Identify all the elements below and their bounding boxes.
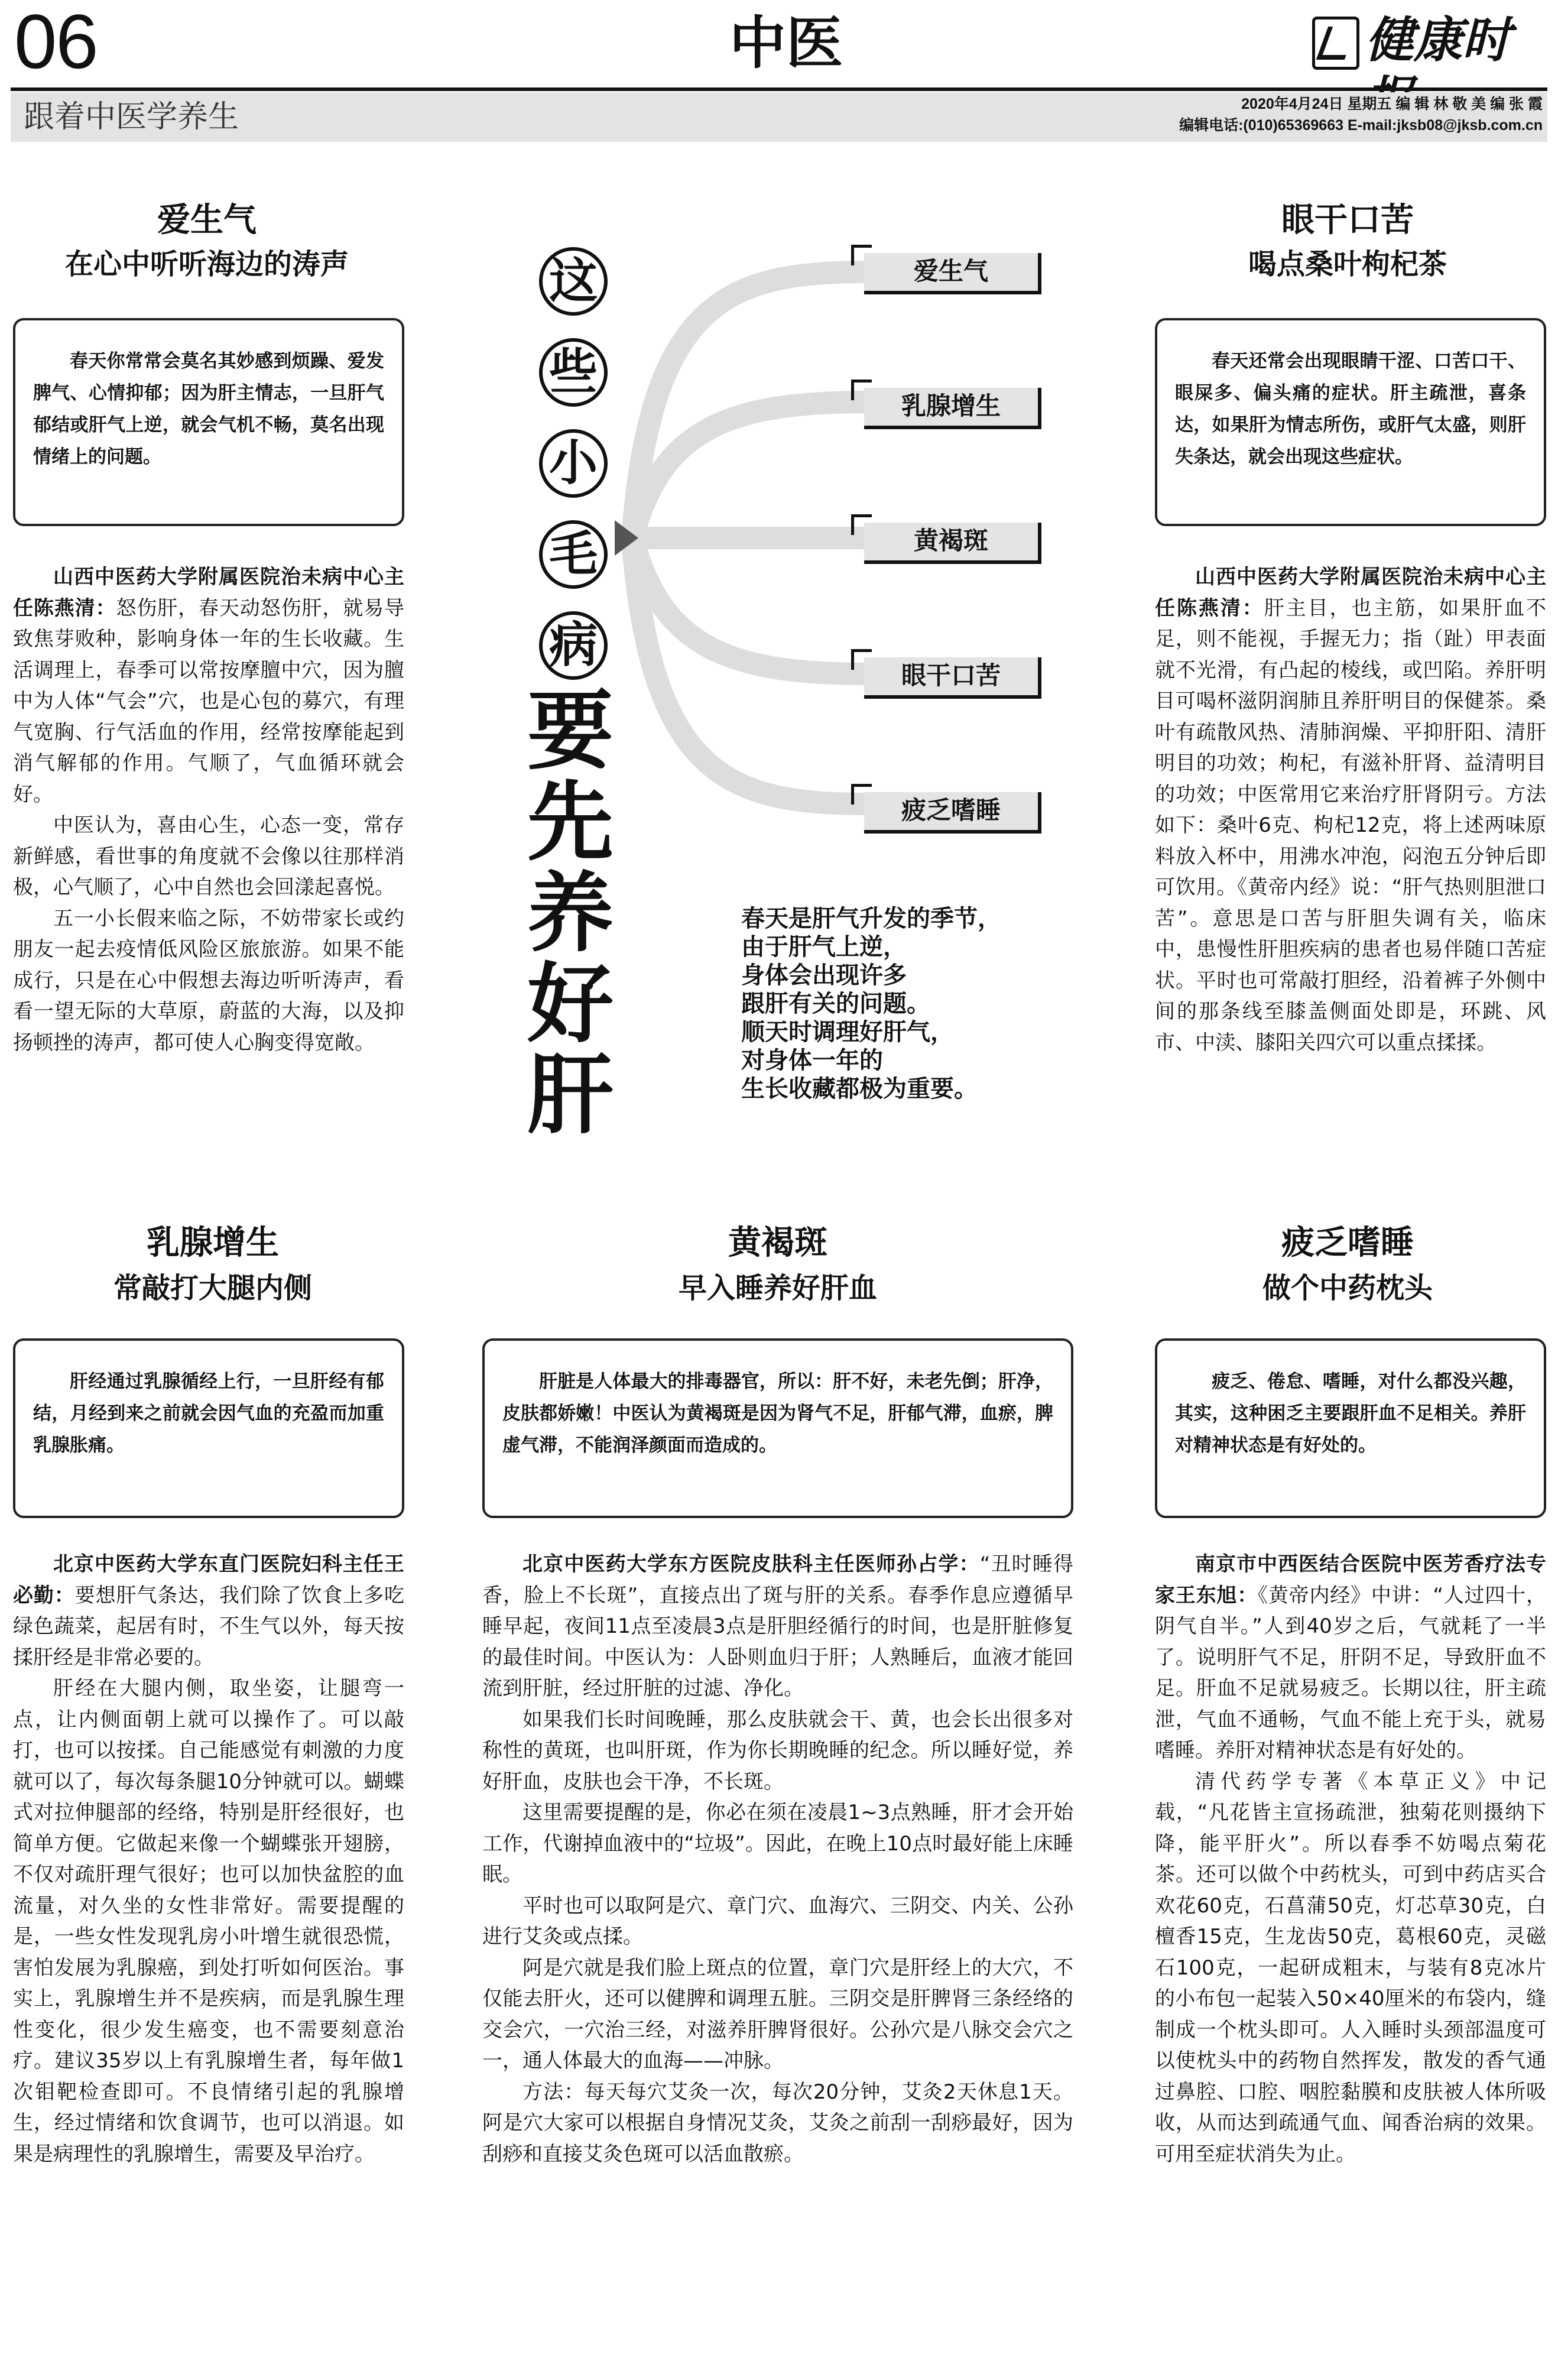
article-lead: 疲乏、倦怠、嗜睡，对什么都没兴趣，其实，这种困乏主要跟肝血不足相关。养肝对精神状态是有好处的。: [1155, 1338, 1546, 1518]
topic-tab: 疲乏嗜睡: [864, 792, 1041, 834]
intro-line: 生长收藏都极为重要。: [741, 1075, 978, 1103]
intro-line: 跟肝有关的问题。: [741, 990, 930, 1017]
article-body: [1155, 1549, 1546, 2170]
article-headline: 在心中听听海边的涛声: [64, 248, 349, 281]
title-circle-char: 这: [539, 247, 608, 316]
title-circle-char: 病: [539, 611, 608, 680]
article-byline: 山西中医药大学附属医院治未病中心主任陈燕清：: [1155, 565, 1546, 620]
topic-tab: 黄褐斑: [864, 523, 1041, 564]
article-byline: 山西中医药大学附属医院治未病中心主任陈燕清：: [13, 565, 404, 620]
article-body: [482, 1549, 1073, 2170]
intro-line: 由于肝气上逆，: [741, 933, 907, 961]
logo-text: 健康时: [1365, 12, 1511, 69]
intro-line: 身体会出现许多: [741, 962, 907, 989]
article-paragraph: 肝经在大腿内侧，取坐姿，让腿弯一点，让内侧面朝上就可以操作了。可以敲打，也可以按揉。自己能感觉有刺激的力度就可以了，每次每条腿10分钟就可以。蝴蝶式对拉伸腿部的经络，特别是肝经很好，也简单方便。它做起来像一个蝴蝶张开翅膀，不仅对疏肝理气很好；也可以加快盆腔的血流量，对久坐的女性非常好。需要提醒的是，一些女性发现乳房小叶增生就很恐慌，害怕发展为乳腺癌，到处打听如何医治。事实上，乳腺增生并不是疾病，而是乳腺生理性变化，很少发生癌变，也不需要刻意治疗。建议35岁以上有乳腺增生者，每年做1次钼靶检查即可。不良情绪引起的乳腺增生，经过情绪和饮食调节，也可以消退。如果是病理性的乳腺增生，需要及早治疗。: [13, 1677, 404, 2166]
article-body: [1155, 562, 1546, 1058]
branch-curve: [632, 538, 869, 674]
article-kicker: 乳腺增生: [147, 1224, 279, 1261]
article-paragraph: 五一小长假来临之际，不妨带家长或约朋友一起去疫情低风险区旅旅游。如果不能成行，只是在心中假想去海边听听涛声，看看一望无际的大草原，蔚蓝的大海，以及抑扬顿挫的涛声，都可使人心胸变得宽敞。: [13, 906, 404, 1055]
article-kicker: 爱生气: [157, 201, 257, 238]
article-headline: 早入睡养好肝血: [678, 1272, 877, 1305]
article-paragraph: 《黄帝内经》中讲：“人过四十，阴气自半。”人到40岁之后，气就耗了一半了。说明肝气不足，肝阴不足，导致肝血不足。肝血不足就易疲乏。长期以往，肝主疏泄，气血不通畅，气血不能上充于头，就易嗜睡。养肝对精神状态是有好处的。: [1155, 1583, 1546, 1762]
intro-line: 顺天时调理好肝气，: [741, 1019, 954, 1046]
column-name: 跟着中医学养生: [24, 100, 239, 134]
article-byline: 北京中医药大学东直门医院妇科主任王必勤：: [13, 1552, 404, 1607]
logo-icon: [1312, 17, 1359, 70]
article-paragraph: 肝主目，也主筋，如果肝血不足，则不能视，手握无力；指（趾）甲表面就不光滑，有凸起的棱线，或凹陷。养肝明目可喝杯滋阴润肺且养肝明目的保健茶。桑叶有疏散风热、清肺润燥、平抑肝阳、清肝明目的功效；枸杞，有滋补肝肾、益清明目的功效；中医常用它来治疗肝肾阴亏。方法如下：桑叶6克、枸杞12克，将上述两味原料放入杯中，用沸水冲泡，闷泡五分钟后即可饮用。《黄帝内经》说：“肝气热则胆泄口苦”。意思是口苦与肝胆失调有关，临床中，患慢性肝胆疾病的患者也易伴随口苦症状。平时也可常敲打胆经，沿着裤子外侧中间的那条线至膝盖侧面处即是，环跳、风市、中渎、膝阳关四穴可以重点揉揉。: [1155, 596, 1547, 1055]
section-title: 中医: [729, 9, 843, 76]
article-paragraph: 中医认为，喜由心生，心态一变，常存新鲜感，看世事的角度就不会像以往那样消极，心气顺了，心中自然也会回漾起喜悦。: [13, 813, 404, 899]
article-paragraph: 清代药学专著《本草正义》中记载，“凡花皆主宣扬疏泄，独菊花则摄纳下降，能平肝火”。所以春季不妨喝点菊花茶。还可以做个中药枕头，可到中药店买合欢花60克，石菖蒲50克，灯芯草30克，白檀香15克，生龙齿50克，葛根60克，灵磁石100克，一起研成粗末，与装有8克冰片的小布包一起装入50×40厘米的布袋内，缝制成一个枕头即可。人入睡时头颈部温度可以使枕头中的药物自然挥发，散发的香气通过鼻腔、口腔、咽腔黏膜和皮肤被人体所吸收，从而达到疏通气血、闻香治病的效果。可用至症状消失为止。: [1155, 1769, 1546, 2166]
date-editor-line: 2020年4月24日 星期五 编 辑 林 敬 美 编 张 霞: [1241, 96, 1543, 112]
topic-tab: 乳腺增生: [864, 388, 1041, 429]
intro-line: 对身体一年的: [741, 1047, 883, 1074]
title-circle-char: 些: [539, 338, 608, 407]
article-paragraph: 这里需要提醒的是，你必在须在凌晨1~3点熟睡，肝才会开始工作，代谢掉血液中的“垃圾”。因此，在晚上10点时最好能上床睡眠。: [482, 1801, 1073, 1886]
article-lead: 春天还常会出现眼睛干涩、口苦口干、眼屎多、偏头痛的症状。肝主疏泄，喜条达，如果肝为情志所伤，或肝气太盛，则肝失条达，就会出现这些症状。: [1155, 318, 1546, 526]
article-body: [13, 1549, 404, 2170]
title-circle-char: 毛: [539, 520, 608, 589]
topic-tab: 爱生气: [864, 253, 1041, 294]
intro-line: 春天是肝气升发的季节，: [741, 905, 1001, 932]
article-paragraph: 要想肝气条达，我们除了饮食上多吃绿色蔬菜，起居有时，不生气以外，每天按揉肝经是非常必要的。: [13, 1583, 405, 1669]
article-headline: 常敲打大腿内侧: [113, 1272, 312, 1305]
article-paragraph: 平时也可以取阿是穴、章门穴、血海穴、三阴交、内关、公孙进行艾灸或点揉。: [482, 1893, 1073, 1948]
page-number: 06: [14, 0, 98, 85]
contact-line: 编辑电话:(010)65369663 E-mail:jksb08@jksb.com.cn: [1179, 117, 1543, 134]
article-kicker: 疲乏嗜睡: [1281, 1224, 1414, 1261]
article-headline: 做个中药枕头: [1262, 1272, 1433, 1305]
article-paragraph: 怒伤肝，春天动怒伤肝，就易导致焦芽败种，影响身体一年的生长收藏。生活调理上，春季可以常按摩膻中穴，因为膻中为人体“气会”穴，也是心包的募穴，有理气宽胸、行气活血的作用，经常按摩能起到消气解郁的作用。气顺了，气血循环就会好。: [13, 596, 405, 806]
article-body: [13, 562, 404, 1058]
article-paragraph: 阿是穴就是我们脸上斑点的位置，章门穴是肝经上的大穴，不仅能去肝火，还可以健脾和调理五脏。三阴交是肝脾肾三条经络的交会穴，一穴治三经，对滋养肝脾肾很好。公孙穴是八脉交会穴之一，通人体最大的血海——冲脉。: [482, 1956, 1073, 2073]
masthead-logo: [1312, 11, 1549, 76]
article-lead: 肝经通过乳腺循经上行，一旦肝经有郁结，月经到来之前就会因气血的充盈而加重乳腺胀痛。: [13, 1338, 404, 1518]
header-rule: [11, 87, 1547, 91]
article-kicker: 眼干口苦: [1281, 201, 1414, 238]
feature-intro: [741, 904, 1019, 1103]
article-lead: 肝脏是人体最大的排毒器官，所以：肝不好，未老先倒；肝净，皮肤都娇嫩！中医认为黄褐斑是因为肾气不足，肝郁气滞，血瘀，脾虚气滞，不能润泽颜面而造成的。: [482, 1338, 1073, 1518]
article-paragraph: “丑时睡得香，脸上不长斑”，直接点出了斑与肝的关系。春季作息应遵循早睡早起，夜间11点至凌晨3点是肝胆经循行的时间，也是肝脏修复的最佳时间。中医认为：人卧则血归于肝；人熟睡后，血液才能回流到肝脏，经过肝脏的过滤、净化。: [482, 1552, 1073, 1700]
article-paragraph: 方法：每天每穴艾灸一次，每次20分钟，艾灸2天休息1天。阿是穴大家可以根据自身情况艾灸，艾灸之前刮一刮痧最好，因为刮痧和直接艾灸色斑可以活血散瘀。: [482, 2080, 1073, 2166]
title-circle-char: 小: [539, 429, 608, 498]
branch-curve: [632, 402, 869, 538]
article-lead: 春天你常常会莫名其妙感到烦躁、爱发脾气、心情抑郁；因为肝主情志，一旦肝气郁结或肝气上逆，就会气机不畅，莫名出现情绪上的问题。: [13, 318, 404, 526]
article-byline: 北京中医药大学东方医院皮肤科主任医师孙占学：: [522, 1552, 980, 1576]
branch-diagram: [615, 225, 875, 851]
article-byline: 南京市中西医结合医院中医芳香疗法专家王东旭：: [1155, 1552, 1546, 1607]
article-paragraph: 如果我们长时间晚睡，那么皮肤就会干、黄，也会长出很多对称性的黄斑，也叫肝斑，作为你长期晚睡的纪念。所以睡好觉，养好肝血，皮肤也会干净，不长斑。: [482, 1707, 1073, 1794]
topic-tab: 眼干口苦: [864, 657, 1041, 699]
feature-title: 要先养好肝: [527, 680, 614, 1146]
article-headline: 喝点桑叶枸杞茶: [1248, 248, 1447, 281]
article-kicker: 黄褐斑: [728, 1224, 827, 1261]
